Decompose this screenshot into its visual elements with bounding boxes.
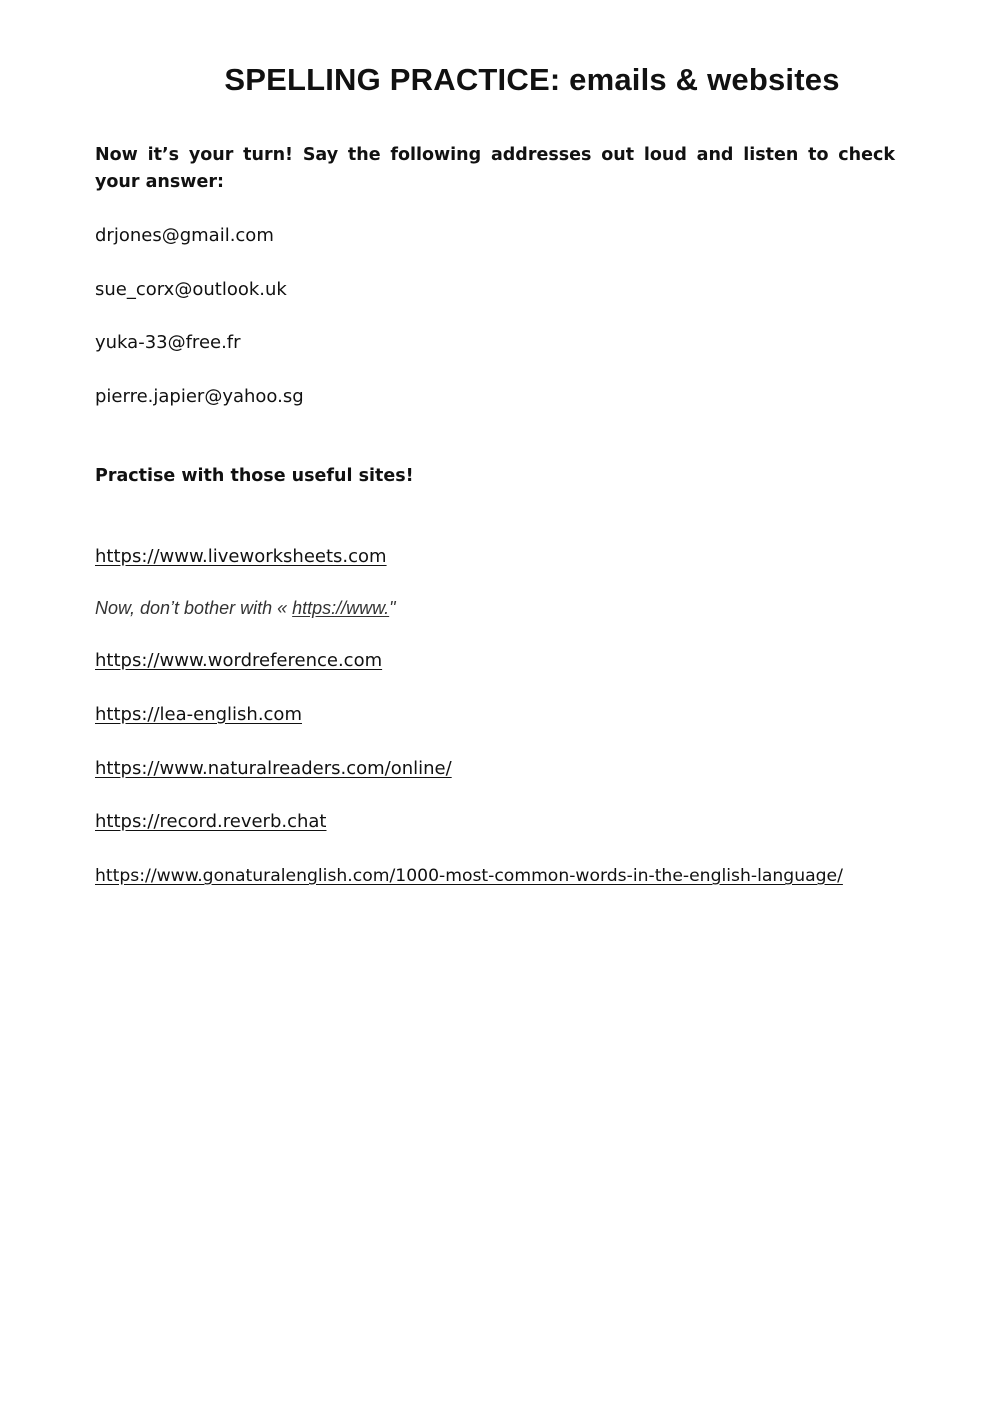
email-address: drjones@gmail.com (95, 225, 274, 246)
note-prefix: Now, don’t bother with « (95, 598, 293, 618)
note-suffix: " (389, 598, 396, 618)
site-link-gonaturalenglish[interactable]: https://www.gonaturalenglish.com/1000-most-common-words-in-the-english-language/ (95, 866, 843, 886)
site-link-lea-english[interactable]: https://lea-english.com (95, 704, 302, 725)
note-text (95, 596, 396, 620)
note-url: https://www. (292, 598, 390, 618)
page-title: SPELLING PRACTICE: emails & websites (224, 62, 840, 97)
site-link-wordreference[interactable]: https://www.wordreference.com (95, 650, 383, 671)
email-address: sue_corx@outlook.uk (95, 279, 287, 300)
email-address: yuka-33@free.fr (95, 332, 241, 353)
site-link-reverb[interactable]: https://record.reverb.chat (95, 811, 327, 832)
instructions-text: Now it’s your turn! Say the following addresses out loud and listen to check your answer: (95, 145, 895, 192)
practise-heading: Practise with those useful sites! (95, 466, 414, 486)
email-address: pierre.japier@yahoo.sg (95, 386, 304, 407)
site-link-naturalreaders[interactable]: https://www.naturalreaders.com/online/ (95, 758, 452, 779)
site-link-liveworksheets[interactable]: https://www.liveworksheets.com (95, 546, 387, 567)
